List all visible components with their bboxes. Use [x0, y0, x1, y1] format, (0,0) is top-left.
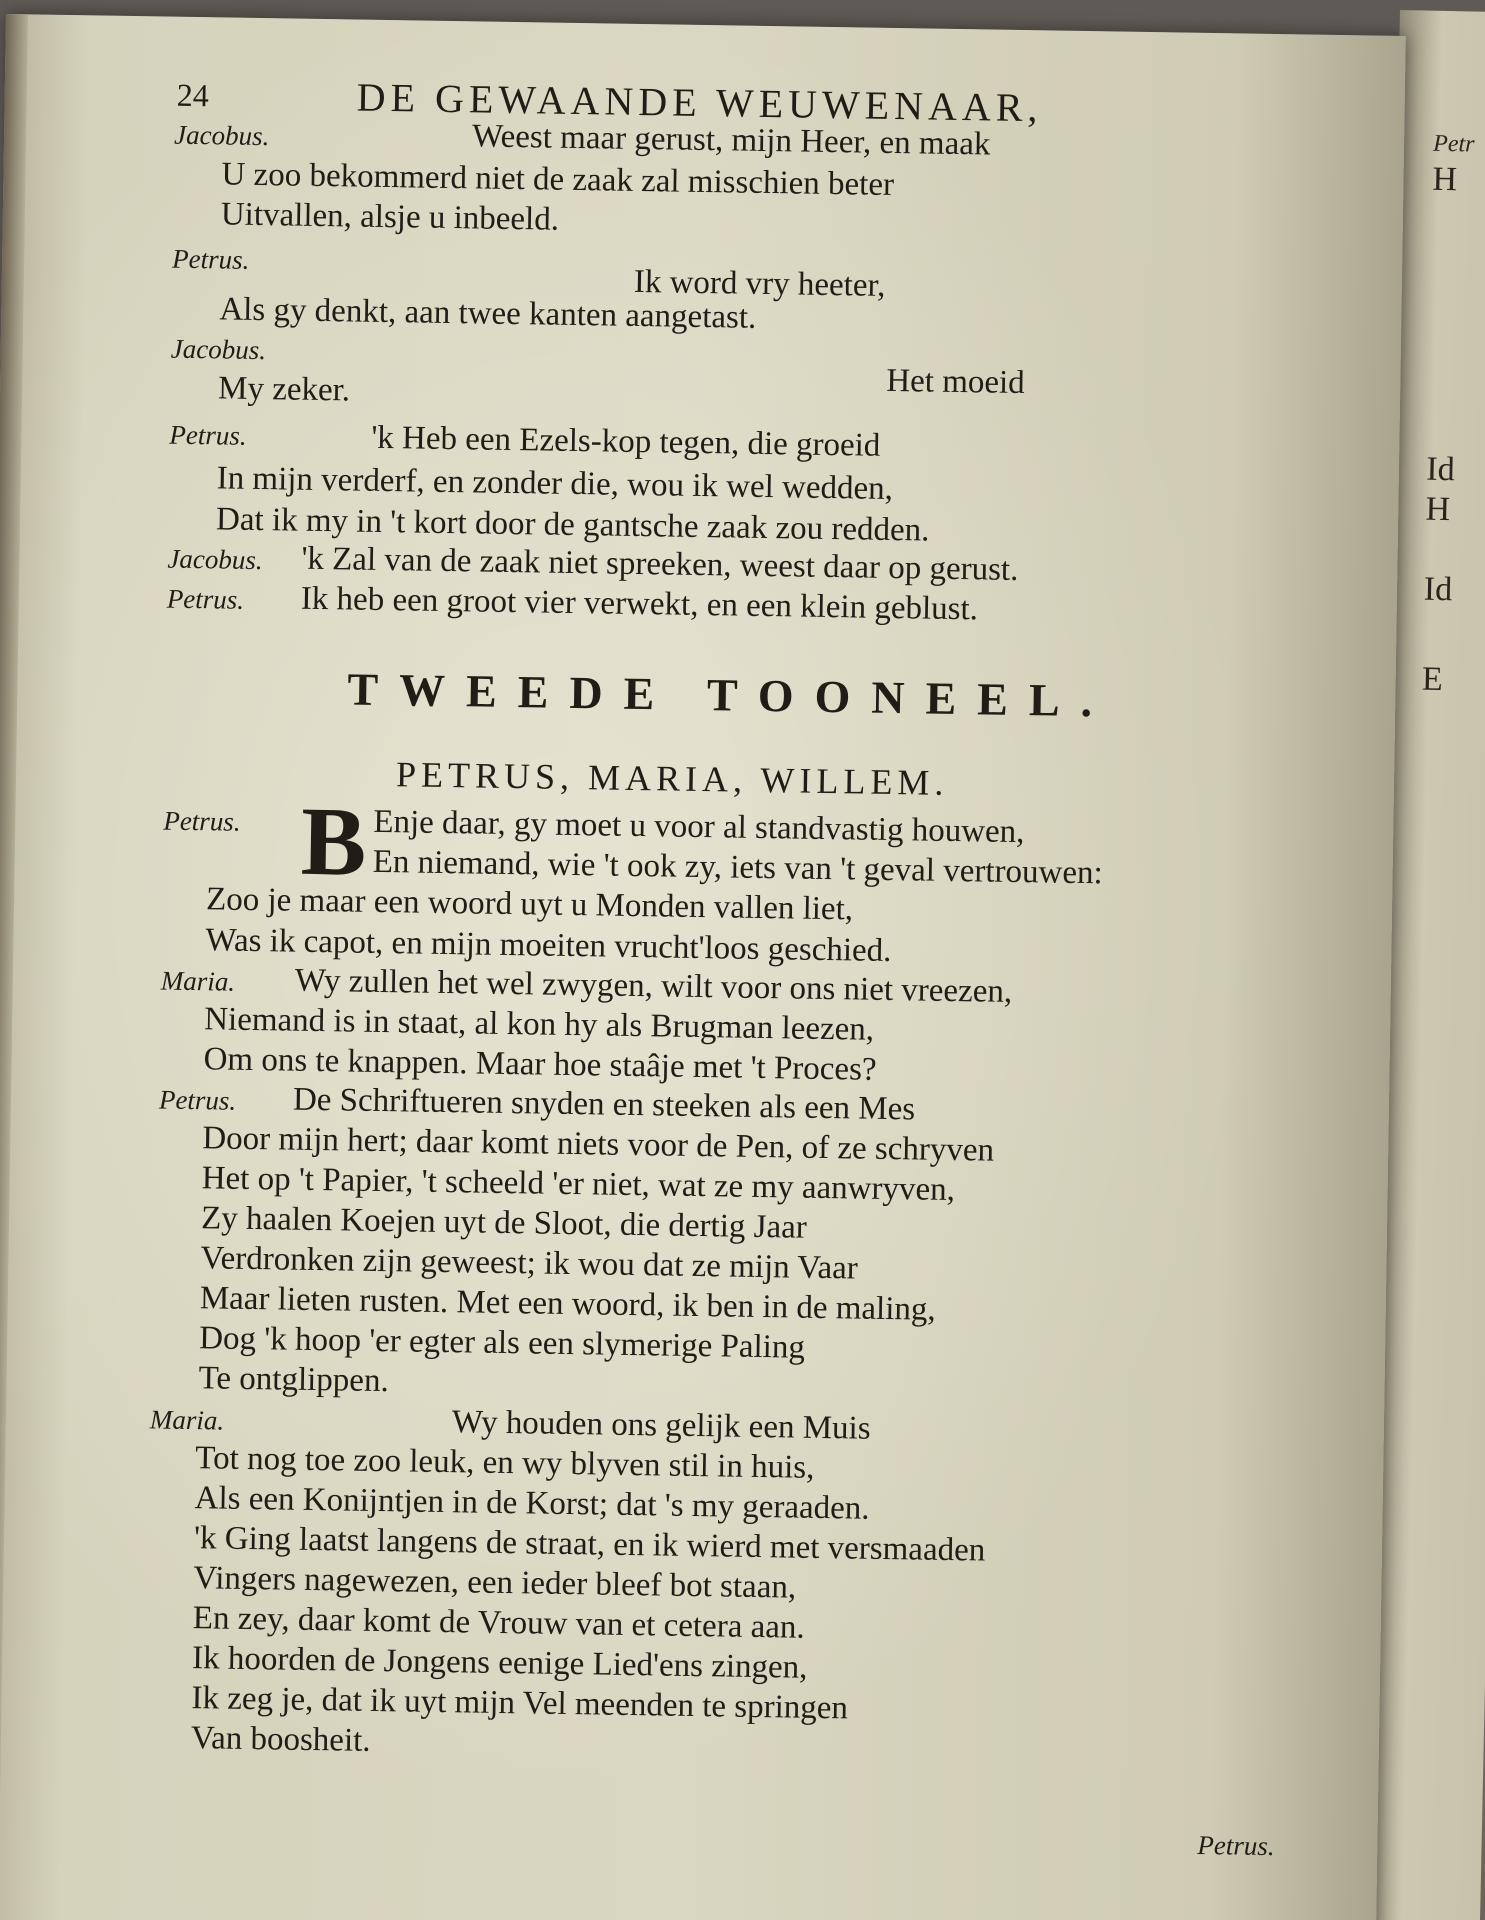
verse-line: Te ontglippen.: [198, 1360, 390, 1400]
verse-line: Vingers nagewezen, een ieder bleef bot staan,: [193, 1560, 797, 1606]
verse-line: Door mijn hert; daar komt niets voor de Pen, of ze schryven: [202, 1120, 995, 1169]
verse-line: En niemand, wie 't ook zy, iets van 't geval vertrouwen:: [372, 843, 1103, 892]
verse-line: Om ons te knappen. Maar hoe staâje met 't Proces?: [203, 1041, 877, 1088]
verse-line: Dog 'k hoop 'er egter als een slymerige Paling: [198, 1320, 806, 1366]
verse-line: Maar lieten rusten. Met een woord, ik ben in de maling,: [199, 1280, 936, 1328]
facing-page-fragment: E: [1421, 660, 1444, 699]
page-number: 24: [176, 76, 210, 114]
speaker-label: Petrus.: [166, 583, 245, 615]
verse-line: Het moeid: [886, 362, 1026, 402]
verse-line: Niemand is in staat, al kon hy als Brugman leezen,: [203, 1001, 875, 1048]
speaker-label: Jacobus.: [170, 333, 267, 366]
facing-page-fragment: H: [1432, 160, 1458, 199]
speaker-label: Maria.: [149, 1404, 225, 1436]
speaker-label: Maria.: [160, 965, 236, 997]
verse-line: In mijn verderf, en zonder die, wou ik wel wedden,: [216, 460, 894, 507]
cast-list: PETRUS, MARIA, WILLEM.: [395, 754, 949, 803]
scene-heading: TWEEDE TOONEEL.: [347, 663, 1114, 727]
verse-line: Verdronken zijn geweest; ik wou dat ze mijn Vaar: [200, 1240, 859, 1287]
verse-line: Ik hoorden de Jongens eenige Lied'ens zingen,: [191, 1640, 808, 1686]
verse-line: Het op 't Papier, 't scheeld 'er niet, wat ze my aanwryven,: [201, 1160, 956, 1209]
facing-page-fragment: Petr: [1432, 130, 1475, 158]
verse-line: Wy zullen het wel zwygen, wilt voor ons niet vreezen,: [294, 962, 1013, 1010]
running-title: DE GEWAANDE WEUWENAAR,: [356, 74, 1043, 131]
verse-line: Als gy denkt, aan twee kanten aangetast.: [219, 291, 757, 336]
verse-line: Weest maar gerust, mijn Heer, en maak: [471, 118, 991, 163]
verse-line: U zoo bekommerd niet de zaak zal misschien beter: [221, 156, 895, 203]
verse-line: Enje daar, gy moet u voor al standvastig houwen,: [373, 803, 1025, 851]
verse-line: 'k Ging laatst langens de straat, en ik wierd met versmaaden: [193, 1520, 986, 1569]
book-page: [0, 14, 1406, 1920]
verse-line: De Schriftueren snyden en steeken als een Mes: [292, 1081, 916, 1128]
verse-line: Tot nog toe zoo leuk, en wy blyven stil in huis,: [195, 1440, 815, 1486]
speaker-label: Jacobus.: [173, 119, 270, 152]
verse-line: My zeker.: [217, 370, 351, 409]
verse-line: Ik word vry heeter,: [633, 263, 886, 304]
facing-page-fragment: Id: [1426, 450, 1456, 489]
facing-page-fragment: H: [1425, 490, 1451, 529]
verse-line: Wy houden ons gelijk een Muis: [451, 1404, 871, 1447]
verse-line: Was ik capot, en mijn moeiten vrucht'loos geschied.: [205, 922, 892, 970]
speaker-label: Petrus.: [169, 419, 247, 451]
verse-line: Als een Konijntjen in de Korst; dat 's my geraaden.: [194, 1480, 870, 1527]
speaker-label: Jacobus.: [167, 543, 263, 576]
verse-line: Uitvallen, alsje u inbeeld.: [220, 196, 560, 238]
catchword: Petrus.: [1197, 1829, 1275, 1862]
verse-line: Ik heb een groot vier verwekt, en een klein geblust.: [300, 580, 979, 628]
verse-line: Zoo je maar een woord uyt u Monden vallen liet,: [205, 881, 854, 928]
verse-line: En zey, daar komt de Vrouw van et cetera aan.: [192, 1600, 805, 1646]
speaker-label: Petrus.: [158, 1084, 237, 1116]
facing-page-fragment: Id: [1423, 570, 1453, 609]
verse-line: Zy haalen Koejen uyt de Sloot, die dertig Jaar: [200, 1200, 808, 1246]
speaker-label: Petrus.: [163, 805, 241, 837]
verse-line: Dat ik my in 't kort door de gantsche zaak zou redden.: [215, 501, 930, 549]
verse-line: Van boosheit.: [190, 1720, 371, 1759]
speaker-label: Petrus.: [171, 243, 250, 275]
verse-line: Ik zeg je, dat ik uyt mijn Vel meenden te springen: [191, 1680, 849, 1727]
drop-cap: B: [300, 787, 368, 897]
verse-line: 'k Zal van de zaak niet spreeken, weest daar op gerust.: [301, 540, 1019, 588]
verse-line: 'k Heb een Ezels-kop tegen, die groeid: [371, 419, 881, 464]
